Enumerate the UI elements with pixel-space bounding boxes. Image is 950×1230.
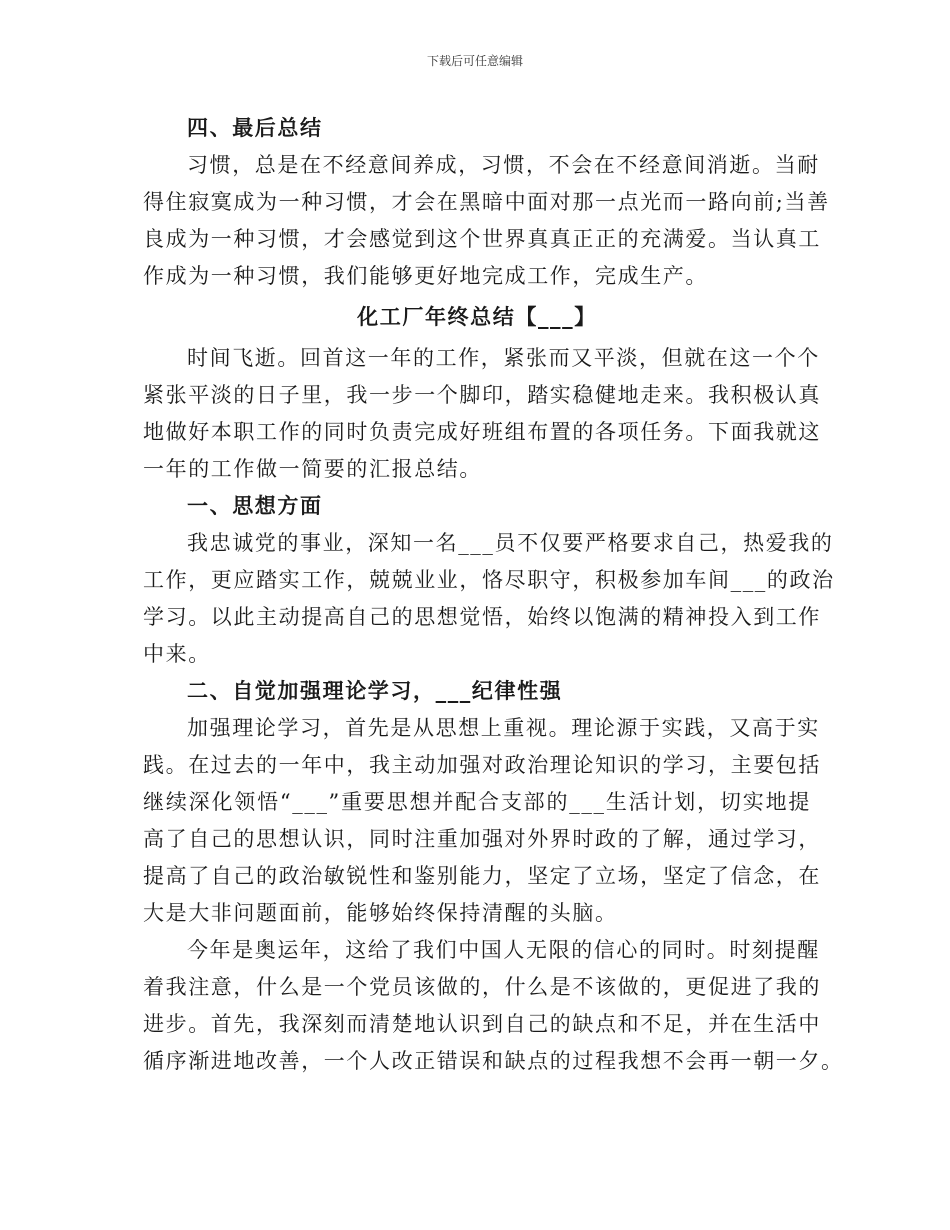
paragraph-line: 作成为一种习惯，我们能够更好地完成工作，完成生产。 <box>143 264 708 288</box>
paragraph-line: 今年是奥运年，这给了我们中国人无限的信心的同时。时刻提醒 <box>187 938 820 962</box>
paragraph-line: 时间飞逝。回首这一年的工作，紧张而又平淡，但就在这一个个 <box>187 346 820 370</box>
paragraph-line: 大是大非问题面前，能够始终保持清醒的头脑。 <box>143 901 618 925</box>
paragraph-line: 工作，更应踏实工作，兢兢业业，恪尽职守，积极参加车间___的政治 <box>143 568 835 592</box>
paragraph-line: 践。在过去的一年中，我主动加强对政治理论知识的学习，主要包括 <box>143 753 821 777</box>
document-title: 化工厂年终总结【___】 <box>357 305 597 329</box>
paragraph-line: 中来。 <box>143 642 211 666</box>
header-note: 下载后可任意编辑 <box>426 54 523 68</box>
document-body <box>143 110 844 1080</box>
section1-heading: 一、思想方面 <box>187 494 323 518</box>
paragraph-line: 循序渐进地改善，一个人改正错误和缺点的过程我想不会再一朝一夕。 <box>143 1049 844 1073</box>
paragraph-line: 着我注意，什么是一个党员该做的，什么是不该做的，更促进了我的 <box>143 975 821 999</box>
paragraph-line: 加强理论学习，首先是从思想上重视。理论源于实践，又高于实 <box>187 716 820 740</box>
paragraph-line: 得住寂寞成为一种习惯，才会在黑暗中面对那一点光而一路向前;当善 <box>143 190 830 214</box>
paragraph-line: 我忠诚党的事业，深知一名___员不仅要严格要求自己，热爱我的 <box>187 531 834 555</box>
paragraph-line: 提高了自己的政治敏锐性和鉴别能力，坚定了立场，坚定了信念，在 <box>143 864 821 888</box>
paragraph-line: 良成为一种习惯，才会感觉到这个世界真真正正的充满爱。当认真工 <box>143 227 821 251</box>
section4-heading: 四、最后总结 <box>187 116 323 140</box>
paragraph-line: 继续深化领悟“___”重要思想并配合支部的___生活计划，切实地提 <box>143 790 811 814</box>
paragraph-line: 地做好本职工作的同时负责完成好班组布置的各项任务。下面我就这 <box>143 420 821 444</box>
paragraph-line: 紧张平淡的日子里，我一步一个脚印，踏实稳健地走来。我积极认真 <box>143 383 821 407</box>
paragraph-line: 学习。以此主动提高自己的思想觉悟，始终以饱满的精神投入到工作 <box>143 605 821 629</box>
paragraph-line: 一年的工作做一简要的汇报总结。 <box>143 457 482 481</box>
paragraph-line: 进步。首先，我深刻而清楚地认识到自己的缺点和不足，并在生活中 <box>143 1012 821 1036</box>
section2-heading: 二、自觉加强理论学习，___纪律性强 <box>187 679 563 703</box>
paragraph-line: 习惯，总是在不经意间养成，习惯，不会在不经意间消逝。当耐 <box>187 153 820 177</box>
paragraph-line: 高了自己的思想认识，同时注重加强对外界时政的了解，通过学习， <box>143 827 821 851</box>
